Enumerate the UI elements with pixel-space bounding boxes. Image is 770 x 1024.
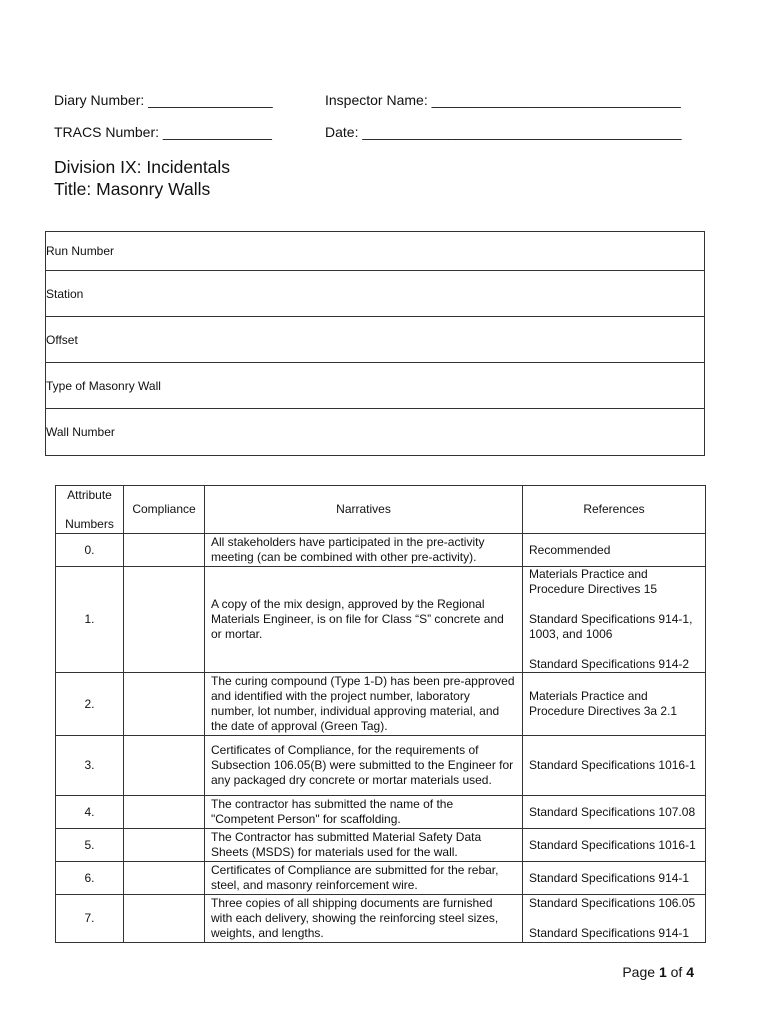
reference-item: Materials Practice and Procedure Directives 3a 2.1 xyxy=(529,689,678,718)
info-row-offset xyxy=(46,317,704,363)
page-prefix: Page xyxy=(622,964,659,980)
info-row-wall-number xyxy=(46,409,704,455)
attribute-number: 1. xyxy=(56,567,124,673)
diary-number-field: Diary Number: ________________ xyxy=(54,92,273,108)
references-cell xyxy=(523,895,706,943)
references-cell xyxy=(523,862,706,895)
references-cell xyxy=(523,796,706,829)
narrative-cell: A copy of the mix design, approved by the Regional Materials Engineer, is on file for Class “S” concrete and or mortar. xyxy=(205,567,523,673)
info-label: Wall Number xyxy=(46,425,115,439)
reference-item: Standard Specifications 914-1, 1003, and 1006 xyxy=(529,612,693,641)
page-total: 4 xyxy=(686,964,694,980)
date-field: Date: _________________________________________ xyxy=(325,124,682,140)
references-cell xyxy=(523,736,706,796)
narrative-cell: Certificates of Compliance are submitted for the rebar, steel, and masonry reinforcement wire. xyxy=(205,862,523,895)
info-label: Station xyxy=(46,286,84,301)
header-attr-bottom: Numbers xyxy=(65,517,114,531)
header-narratives: Narratives xyxy=(205,486,523,534)
attribute-number: 5. xyxy=(56,829,124,862)
attribute-number: 6. xyxy=(56,862,124,895)
info-label: Type of Masonry Wall xyxy=(46,378,161,393)
reference-item: Standard Specifications 106.05 xyxy=(529,896,696,910)
compliance-cell[interactable] xyxy=(124,796,205,829)
page-current: 1 xyxy=(658,964,667,980)
attribute-number: 7. xyxy=(56,895,124,943)
division-title: Division IX: Incidentals xyxy=(54,157,231,177)
run-info-table xyxy=(45,231,705,456)
narrative-cell: The curing compound (Type 1-D) has been pre-approved and identified with the project number, laboratory number, lot number, individual approving material, and the date of approval (Green Tag). xyxy=(205,673,523,736)
narrative-cell: The contractor has submitted the name of the "Competent Person" for scaffolding. xyxy=(205,796,523,829)
attribute-number: 3. xyxy=(56,736,124,796)
compliance-cell[interactable] xyxy=(124,673,205,736)
references-cell xyxy=(523,534,706,567)
narrative-cell: The Contractor has submitted Material Safety Data Sheets (MSDS) for materials used for the wall. xyxy=(205,829,523,862)
reference-item: Standard Specifications 914-1 xyxy=(529,926,690,940)
tracs-number-field: TRACS Number: ______________ xyxy=(54,124,272,140)
inspector-name-field: Inspector Name: ________________________________ xyxy=(325,92,681,108)
header-compliance: Compliance xyxy=(124,486,205,534)
reference-item: Standard Specifications 1016-1 xyxy=(529,837,696,852)
reference-item: Materials Practice and Procedure Directives 15 xyxy=(529,567,658,596)
table-header-row xyxy=(56,486,706,534)
header-attribute-numbers xyxy=(56,486,124,534)
attribute-number: 4. xyxy=(56,796,124,829)
reference-item: Standard Specifications 107.08 xyxy=(529,804,696,819)
narrative-cell: All stakeholders have participated in the pre-activity meeting (can be combined with other pre-activity). xyxy=(205,534,523,567)
reference-item: Standard Specifications 914-1 xyxy=(529,870,690,885)
compliance-cell[interactable] xyxy=(124,895,205,943)
table-row xyxy=(56,673,706,736)
info-row-run-number xyxy=(46,232,704,271)
compliance-cell[interactable] xyxy=(124,736,205,796)
page-of: of xyxy=(666,964,687,980)
page-indicator xyxy=(622,964,694,980)
header-attr-top: Attribute xyxy=(67,488,112,502)
compliance-cell[interactable] xyxy=(124,567,205,673)
info-row-wall-type xyxy=(46,363,704,409)
table-row xyxy=(56,829,706,862)
table-row xyxy=(56,862,706,895)
info-label: Offset xyxy=(46,332,78,347)
attributes-table xyxy=(55,485,706,943)
compliance-cell[interactable] xyxy=(124,862,205,895)
narrative-cell: Three copies of all shipping documents are furnished with each delivery, showing the reinforcing steel sizes, weights, and lengths. xyxy=(205,895,523,943)
attribute-number: 2. xyxy=(56,673,124,736)
compliance-cell[interactable] xyxy=(124,534,205,567)
table-row xyxy=(56,534,706,567)
reference-item: Standard Specifications 914-2 xyxy=(529,657,690,671)
info-row-station xyxy=(46,271,704,317)
attribute-number: 0. xyxy=(56,534,124,567)
compliance-cell[interactable] xyxy=(124,829,205,862)
reference-item: Standard Specifications 1016-1 xyxy=(529,758,696,772)
references-cell xyxy=(523,567,706,673)
references-cell xyxy=(523,673,706,736)
reference-item: Recommended xyxy=(529,542,611,557)
narrative-cell: Certificates of Compliance, for the requirements of Subsection 106.05(B) were submitted to the Engineer for any packaged dry concrete or mortar materials used. xyxy=(205,736,523,796)
table-row xyxy=(56,796,706,829)
table-row xyxy=(56,895,706,943)
table-row xyxy=(56,567,706,673)
references-cell xyxy=(523,829,706,862)
header-references: References xyxy=(523,486,706,534)
table-row xyxy=(56,736,706,796)
document-title: Title: Masonry Walls xyxy=(54,179,211,199)
info-label: Run Number xyxy=(46,244,115,258)
